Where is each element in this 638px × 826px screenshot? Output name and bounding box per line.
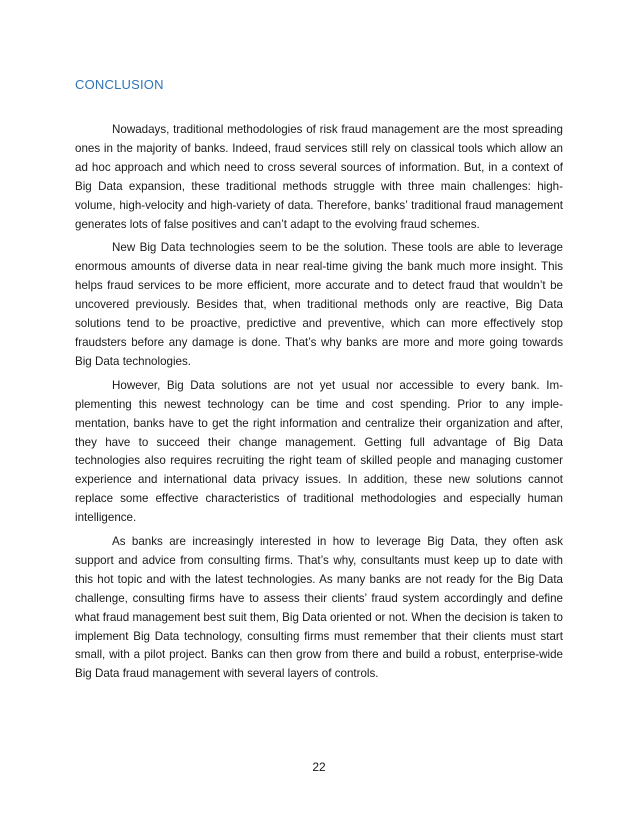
page-number: 22 bbox=[312, 760, 326, 774]
section-heading: CONCLUSION bbox=[75, 77, 164, 92]
paragraph-3: However, Big Data solutions are not yet usual nor accessible to every bank. Implementing this newest technology can be time and cost spending. Prior to any implementation, banks have to get the right information and centralize their organization and after, they have to succeed their change management. Getting full advantage of Big Data technologies also requires recruiting the right team of skilled people and managing customer experience and international data privacy issues. In addition, these new solutions cannot replace some effective characteristics of traditional methodologies and especially human intelligence. bbox=[75, 378, 563, 525]
paragraph-4: As banks are increasingly interested in how to leverage Big Data, they often ask support and advice from consulting firms. That’s why, consultants must keep up to date with this hot topic and with the latest technologies. As many banks are not ready for the Big Data challenge, consulting firms have to assess their clients’ fraud system accordingly and define what fraud management best suit them, Big Data oriented or not. When the decision is taken to implement Big Data technology, consulting firms must remember that their clients must start small, with a pilot project. Banks can then grow from there and build a robust, enterprise-wide Big Data fraud management with several layers of controls. bbox=[75, 535, 563, 681]
paragraph-1: Nowadays, traditional methodologies of risk fraud management are the most spreading ones in the majority of banks. Indeed, fraud services still rely on classical tools which allow an ad hoc approach and which need to cross several sources of information. But, in a context of Big Data expansion, these traditional methods struggle with three main challenges: high-volume, high-velocity and high-variety of data. Therefore, banks’ traditional fraud management generates lots of false positives and can’t adapt to the evolving fraud schemes. bbox=[75, 123, 563, 231]
body-text bbox=[75, 121, 563, 689]
paragraph-2: New Big Data technologies seem to be the solution. These tools are able to leverage enormous amounts of diverse data in near real-time giving the bank much more insight. This helps fraud services to be more efficient, more accurate and to detect fraud that wouldn’t be uncovered previously. Besides that, when traditional methods only are reactive, Big Data solutions tend to be proactive, predictive and preventive, which can more effectively stop fraudsters before any damage is done. That’s why banks are more and more going towards Big Data technologies. bbox=[75, 241, 563, 368]
